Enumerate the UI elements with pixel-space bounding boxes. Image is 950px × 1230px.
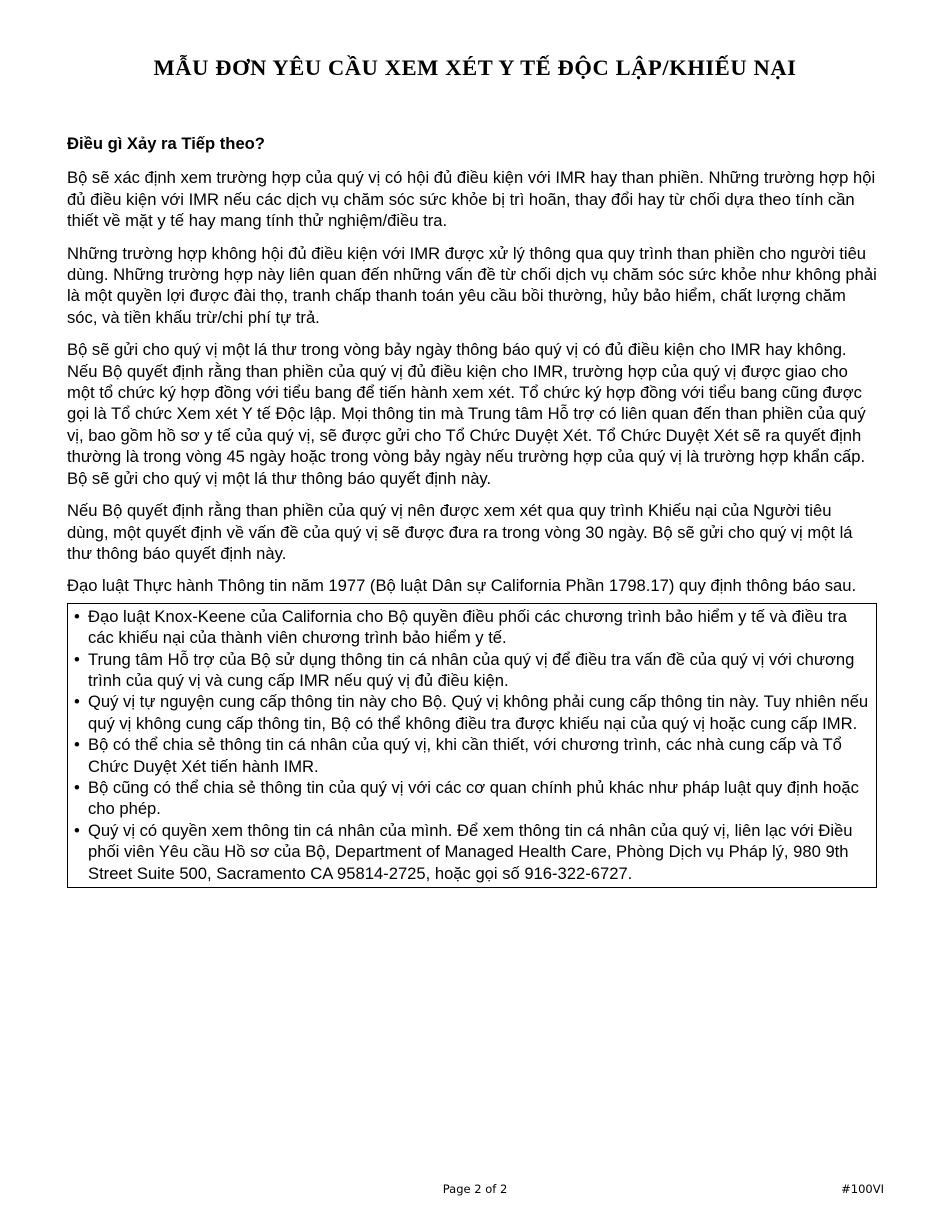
list-item (74, 691, 870, 734)
paragraph-consumer-complaint: Nếu Bộ quyết định rằng than phiền của quý vị nên được xem xét qua quy trình Khiếu nại của Người tiêu dùng, một quyết định về vấn đề của quý vị sẽ được đưa ra trong vòng 30 ngày. Bộ sẽ gửi cho quý vị một lá thư thông báo quyết định này. (67, 501, 853, 563)
notice-item-text: Đạo luật Knox-Keene của California cho Bộ quyền điều phối các chương trình bảo hiểm y tế và điều tra các khiếu nại của thành viên chương trình bảo hiểm y tế. (88, 606, 848, 648)
privacy-notice-box (67, 603, 877, 888)
bullet-icon: • (74, 735, 80, 755)
page-number: Page 2 of 2 (442, 1182, 508, 1196)
list-item (74, 777, 870, 820)
bullet-icon: • (74, 777, 80, 797)
main-content (67, 133, 877, 888)
paragraph-practices-act: Đạo luật Thực hành Thông tin năm 1977 (Bộ luật Dân sự California Phần 1798.17) quy định thông báo sau. (67, 576, 857, 596)
section-heading: Điều gì Xảy ra Tiếp theo? (67, 134, 265, 153)
bullet-icon: • (74, 820, 80, 840)
list-item (74, 734, 870, 777)
paragraph-letter-notice: Bộ sẽ gửi cho quý vị một lá thư trong vòng bảy ngày thông báo quý vị có đủ điều kiện cho IMR hay không. Nếu Bộ quyết định rằng than phiền của quý vị đủ điều kiện cho IMR, trường hợp của quý vị được giao cho một tổ chức ký hợp đồng với tiểu bang để tiến hành xem xét. Tổ chức ký hợp đồng với tiểu bang cũng được gọi là Tổ chức Xem xét Y tế Độc lập. Mọi thông tin mà Trung tâm Hỗ trợ có liên quan đến than phiền của quý vị, bao gồm hồ sơ y tế của quý vị, sẽ được gửi cho Tổ Chức Duyệt Xét. Tổ Chức Duyệt Xét sẽ ra quyết định thường là trong vòng 45 ngày hoặc trong vòng bảy ngày nếu trường hợp của quý vị là trường hợp khẩn cấp. Bộ sẽ gửi cho quý vị một lá thư thông báo quyết định này. (67, 340, 866, 488)
notice-item-text: Quý vị tự nguyện cung cấp thông tin này cho Bộ. Quý vị không phải cung cấp thông tin này. Tuy nhiên nếu quý vị không cung cấp thông tin, Bộ có thể không điều tra được khiếu nại của quý vị hoặc cung cấp IMR. (88, 692, 869, 733)
privacy-notice-list (74, 606, 870, 884)
list-item (74, 606, 870, 649)
bullet-icon: • (74, 692, 80, 712)
notice-item-text: Bộ cũng có thể chia sẻ thông tin của quý vị với các cơ quan chính phủ khác như pháp luật quy định hoặc cho phép. (88, 777, 859, 819)
form-code: #100VI (841, 1182, 884, 1196)
notice-item-text: Trung tâm Hỗ trợ của Bộ sử dụng thông tin cá nhân của quý vị để điều tra vấn đề của quý vị với chương trình của quý vị và cung cấp IMR nếu quý vị đủ điều kiện. (88, 649, 855, 690)
paragraph-imr-eligibility: Bộ sẽ xác định xem trường hợp của quý vị có hội đủ điều kiện với IMR hay than phiền. Những trường hợp hội đủ điều kiện với IMR nếu các dịch vụ chăm sóc sức khỏe bị trì hoãn, thay đổi hay từ chối dựa theo tính cần thiết về mặt y tế hay mang tính thử nghiệm/điều tra. (67, 168, 876, 231)
form-title: MẪU ĐƠN YÊU CẦU XEM XÉT Y TẾ ĐỘC LẬP/KHIẾU NẠI (153, 55, 797, 80)
bullet-icon: • (74, 649, 80, 669)
notice-item-text: Bộ có thể chia sẻ thông tin cá nhân của quý vị, khi cần thiết, với chương trình, các nhà cung cấp và Tổ Chức Duyệt Xét tiến hành IMR. (88, 735, 842, 776)
notice-item-text: Quý vị có quyền xem thông tin cá nhân của mình. Để xem thông tin cá nhân của quý vị, liên lạc với Điều phối viên Yêu cầu Hồ sơ của Bộ, Department of Managed Health Care, Phòng Dịch vụ Pháp lý, 980 9th Street Suite 500, Sacramento CA 95814-2725, hoặc gọi số 916-322-6727. (88, 820, 853, 883)
bullet-icon: • (74, 606, 80, 626)
list-item (74, 649, 870, 692)
paragraph-not-eligible: Những trường hợp không hội đủ điều kiện với IMR được xử lý thông qua quy trình than phiền cho người tiêu dùng. Những trường hợp này liên quan đến những vấn đề từ chối dịch vụ chăm sóc sức khỏe như không phải là một quyền lợi được đài thọ, tranh chấp thanh toán yêu cầu bồi thường, hủy bảo hiểm, chất lượng chăm sóc, và tiền khấu trừ/chi phí tự trả. (67, 243, 877, 327)
list-item (74, 820, 870, 884)
